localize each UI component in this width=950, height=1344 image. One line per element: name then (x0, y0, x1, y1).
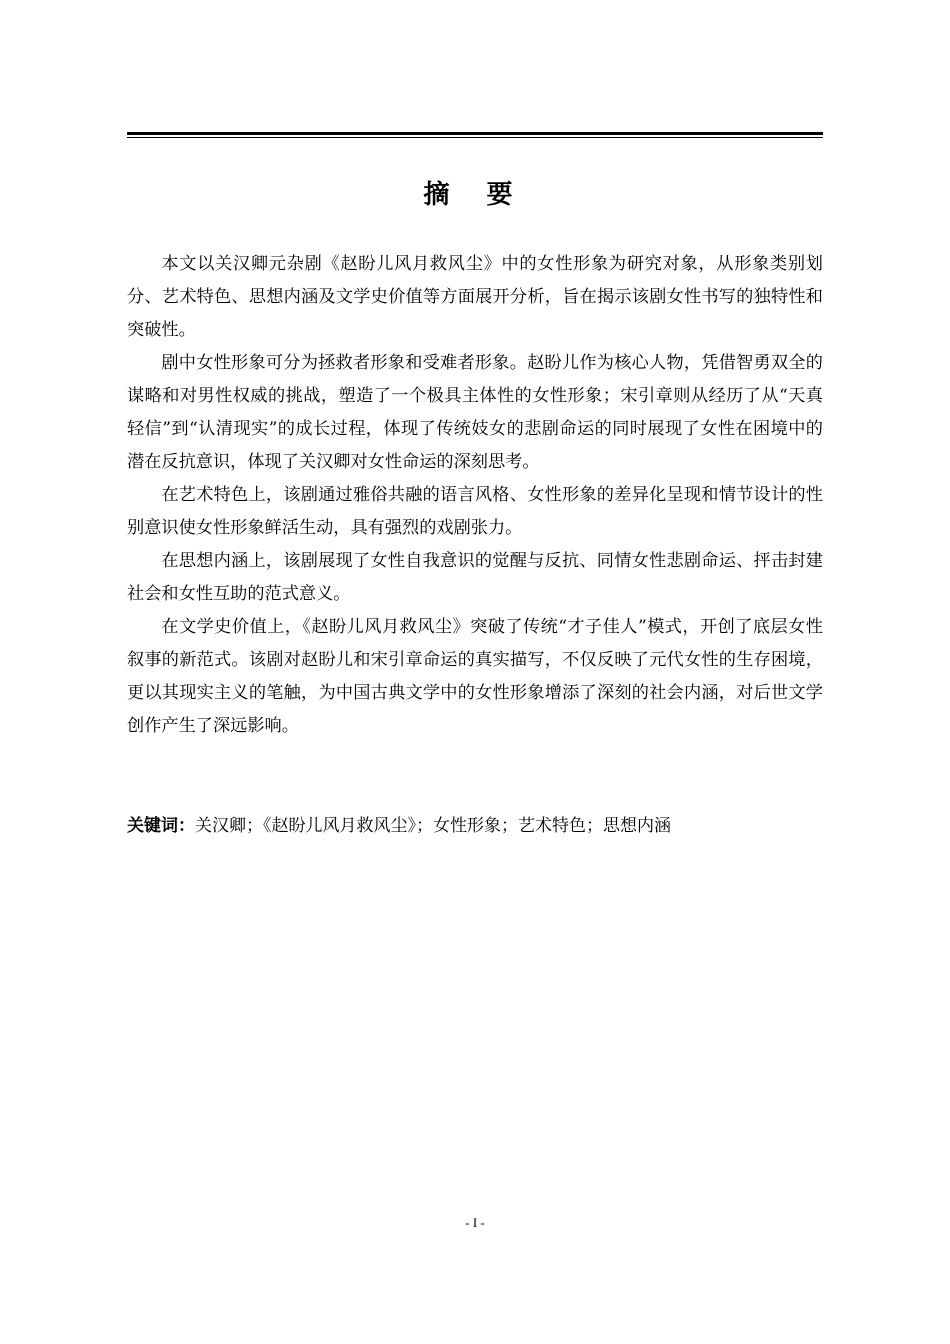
header-rule-thin (127, 137, 823, 138)
keywords-label: 关键词： (127, 816, 195, 836)
abstract-paragraph-2: 剧中女性形象可分为拯救者形象和受难者形象。赵盼儿作为核心人物，凭借智勇双全的谋略和对男性权威的挑战，塑造了一个极具主体性的女性形象；宋引章则从经历了从“天真轻信”到“认清现实”的成长过程，体现了传统妓女的悲剧命运的同时展现了女性在困境中的潜在反抗意识，体现了关汉卿对女性命运的深刻思考。 (127, 353, 823, 472)
header-rule-thick (127, 132, 823, 135)
page-number: - I - (465, 1215, 485, 1230)
keywords-text: 关汉卿；《赵盼儿风月救风尘》；女性形象；艺术特色；思想内涵 (195, 816, 671, 836)
abstract-paragraph-5: 在文学史价值上，《赵盼儿风月救风尘》突破了传统“才子佳人”模式，开创了底层女性叙事的新范式。该剧对赵盼儿和宋引章命运的真实描写，不仅反映了元代女性的生存困境，更以其现实主义的笔触，为中国古典文学中的女性形象增添了深刻的社会内涵，对后世文学创作产生了深远影响。 (127, 617, 823, 736)
abstract-paragraph-3: 在艺术特色上，该剧通过雅俗共融的语言风格、女性形象的差异化呈现和情节设计的性别意识使女性形象鲜活生动，具有强烈的戏剧张力。 (127, 485, 823, 538)
abstract-paragraph-1: 本文以关汉卿元杂剧《赵盼儿风月救风尘》中的女性形象为研究对象，从形象类别划分、艺术特色、思想内涵及文学史价值等方面展开分析，旨在揭示该剧女性书写的独特性和突破性。 (127, 254, 823, 340)
abstract-paragraph-4: 在思想内涵上，该剧展现了女性自我意识的觉醒与反抗、同情女性悲剧命运、抨击封建社会和女性互助的范式意义。 (127, 551, 823, 604)
keywords-line (127, 812, 823, 840)
abstract-title: 摘 要 (423, 180, 527, 210)
abstract-body (127, 248, 823, 743)
